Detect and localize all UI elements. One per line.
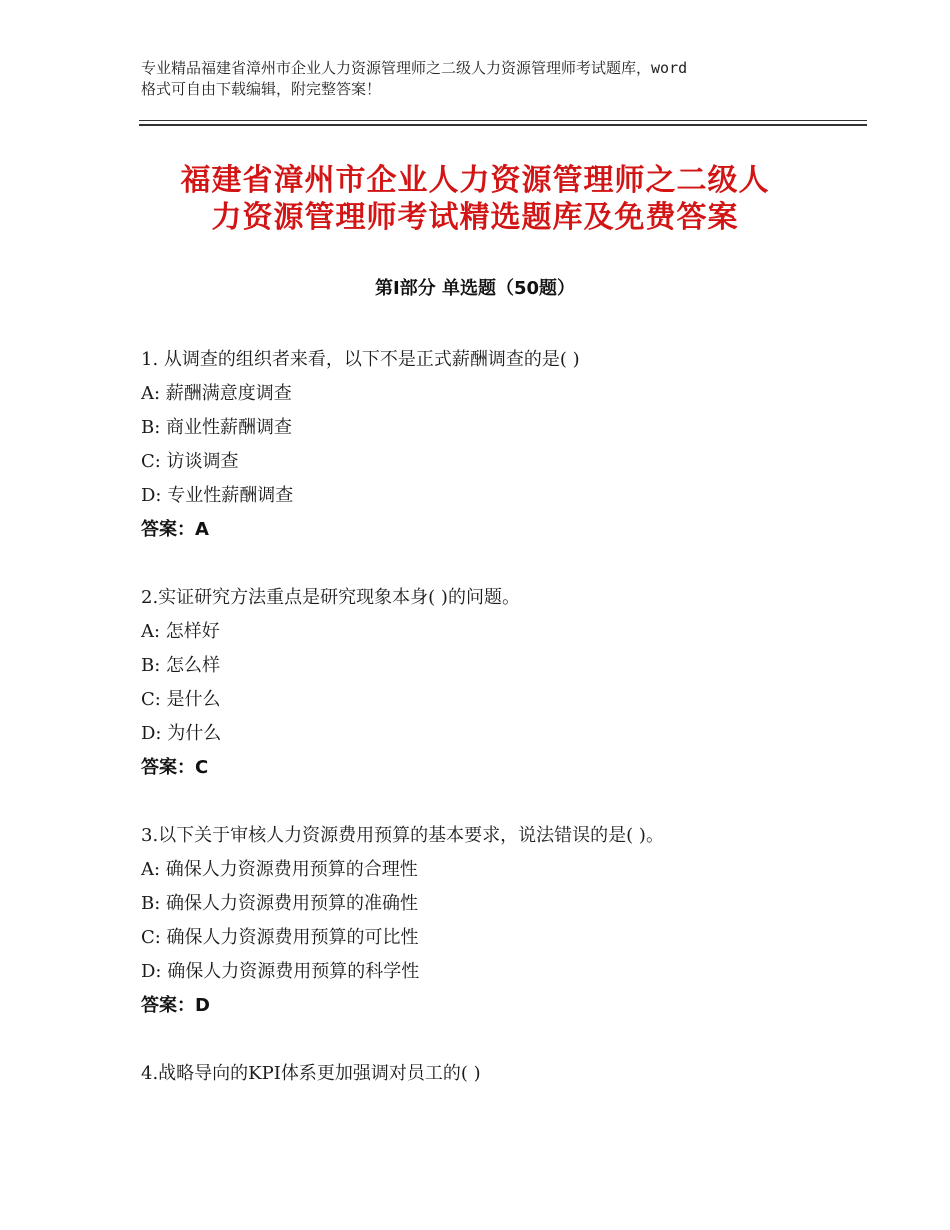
header-divider-thin: [139, 120, 867, 121]
header-note: [141, 58, 841, 100]
option-c: C: 确保人力资源费用预算的可比性: [141, 927, 419, 948]
answer: 答案：A: [141, 519, 209, 540]
document-title-line1: 福建省漳州市企业人力资源管理师之二级人: [180, 163, 770, 198]
question-stem: 1. 从调查的组织者来看，以下不是正式薪酬调查的是( ): [141, 349, 580, 370]
section-title: 第Ⅰ部分 单选题（50题）: [374, 278, 575, 299]
question-1: [141, 343, 841, 547]
header-divider-thick: [139, 124, 867, 126]
answer: 答案：C: [141, 757, 209, 778]
option-a: A: 确保人力资源费用预算的合理性: [141, 859, 418, 880]
question-list: [141, 343, 841, 1125]
question-stem: 2.实证研究方法重点是研究现象本身( )的问题。: [141, 587, 520, 608]
document-title-line2: 力资源管理师考试精选题库及免费答案: [211, 200, 739, 235]
option-a: A: 怎样好: [141, 621, 220, 642]
question-2: [141, 581, 841, 785]
option-d: D: 专业性薪酬调查: [141, 485, 294, 506]
document-title: [100, 162, 850, 236]
option-b: B: 怎么样: [141, 655, 221, 676]
option-d: D: 为什么: [141, 723, 222, 744]
question-4: [141, 1057, 841, 1091]
option-c: C: 访谈调查: [141, 451, 239, 472]
option-b: B: 商业性薪酬调查: [141, 417, 293, 438]
option-b: B: 确保人力资源费用预算的准确性: [141, 893, 419, 914]
option-a: A: 薪酬满意度调查: [141, 383, 292, 404]
question-stem: 3.以下关于审核人力资源费用预算的基本要求，说法错误的是( )。: [141, 825, 664, 846]
option-c: C: 是什么: [141, 689, 221, 710]
option-d: D: 确保人力资源费用预算的科学性: [141, 961, 420, 982]
question-stem: 4.战略导向的KPI体系更加强调对员工的( ): [141, 1063, 481, 1084]
header-note-line2: 格式可自由下载编辑，附完整答案！: [141, 80, 382, 98]
answer: 答案：D: [141, 995, 210, 1016]
question-3: [141, 819, 841, 1023]
header-note-line1: 专业精品福建省漳州市企业人力资源管理师之二级人力资源管理师考试题库，word: [141, 59, 688, 77]
